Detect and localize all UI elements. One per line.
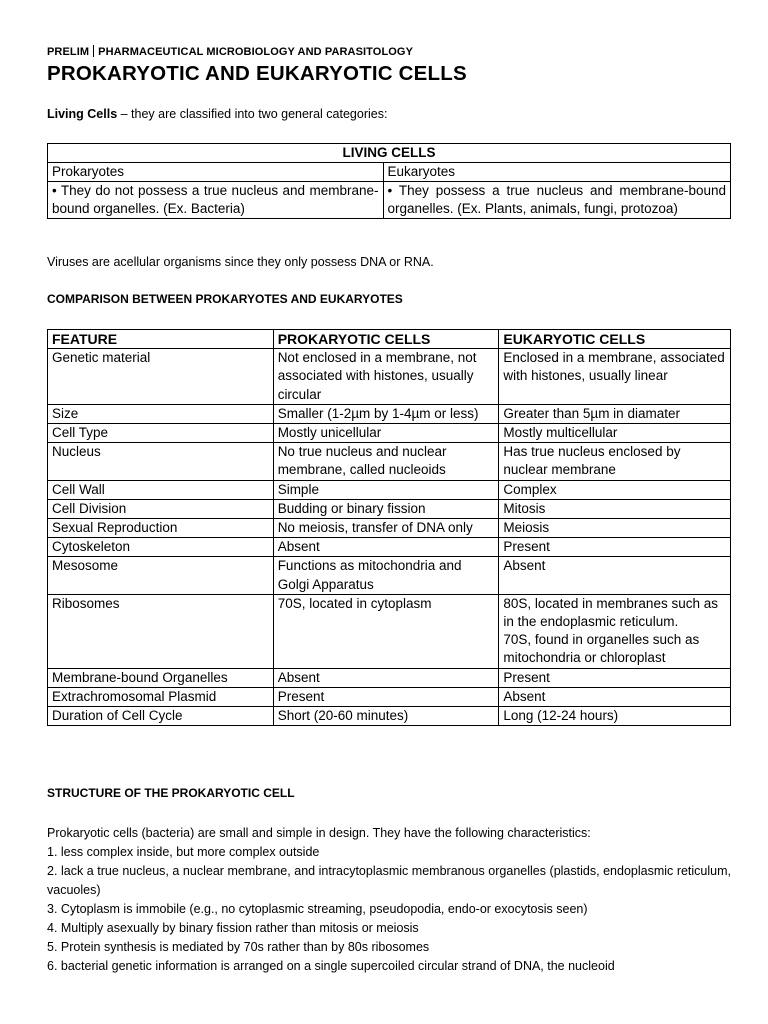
table-row — [48, 707, 731, 726]
prokaryotes-label: Prokaryotes — [48, 163, 384, 182]
table-row — [48, 349, 731, 405]
table-cell: Long (12-24 hours) — [499, 707, 731, 726]
table-row — [48, 443, 731, 480]
page-title: PROKARYOTIC AND EUKARYOTIC CELLS — [47, 62, 467, 85]
characteristics-list — [47, 843, 731, 976]
prokaryotic-structure-lead: Prokaryotic cells (bacteria) are small and simple in design. They have the following characteristics: — [47, 826, 591, 840]
table-cell: Present — [273, 687, 499, 706]
table-cell: Present — [499, 538, 731, 557]
course-name: PHARMACEUTICAL MICROBIOLOGY AND PARASITOLOGY — [98, 46, 414, 58]
table-cell: Mesosome — [48, 557, 274, 594]
table-cell: Smaller (1-2µm by 1-4µm or less) — [273, 404, 499, 423]
list-item: 1. less complex inside, but more complex outside — [47, 845, 320, 859]
living-cells-heading: LIVING CELLS — [48, 144, 731, 163]
table-row — [48, 519, 731, 538]
table-row — [48, 538, 731, 557]
living-cells-table — [47, 143, 731, 219]
column-header: FEATURE — [48, 330, 274, 349]
table-cell: 80S, located in membranes such as in the endoplasmic reticulum. 70S, found in organelles such as mitochondria or chloroplast — [499, 594, 731, 668]
table-cell: Genetic material — [48, 349, 274, 405]
table-cell: Cell Wall — [48, 480, 274, 499]
list-item: 2. lack a true nucleus, a nuclear membrane, and intracytoplasmic membranous organelles (plastids, endoplasmic reticulum, vacuoles) — [47, 864, 731, 897]
table-cell: Nucleus — [48, 443, 274, 480]
table-cell: Ribosomes — [48, 594, 274, 668]
table-cell: Duration of Cell Cycle — [48, 707, 274, 726]
table-cell: No true nucleus and nuclear membrane, called nucleoids — [273, 443, 499, 480]
table-row — [48, 424, 731, 443]
viruses-note: Viruses are acellular organisms since they only possess DNA or RNA. — [47, 255, 434, 269]
prokaryotic-structure-body — [47, 824, 731, 976]
eukaryotes-description: • They possess a true nucleus and membrane-bound organelles. (Ex. Plants, animals, fungi, protozoa) — [383, 182, 731, 219]
comparison-table — [47, 329, 731, 726]
table-cell: Cell Type — [48, 424, 274, 443]
table-cell: 70S, located in cytoplasm — [273, 594, 499, 668]
table-cell: Mitosis — [499, 499, 731, 518]
table-cell: Meiosis — [499, 519, 731, 538]
table-cell: Simple — [273, 480, 499, 499]
list-item: 5. Protein synthesis is mediated by 70s rather than by 80s ribosomes — [47, 940, 430, 954]
table-cell: Extrachromosomal Plasmid — [48, 687, 274, 706]
column-header: PROKARYOTIC CELLS — [273, 330, 499, 349]
table-row — [48, 594, 731, 668]
table-cell: Mostly multicellular — [499, 424, 731, 443]
course-header — [47, 45, 413, 58]
prokaryotic-structure-title: STRUCTURE OF THE PROKARYOTIC CELL — [47, 786, 295, 800]
table-cell: Absent — [499, 557, 731, 594]
table-row — [48, 480, 731, 499]
table-cell: Budding or binary fission — [273, 499, 499, 518]
list-item: 4. Multiply asexually by binary fission rather than mitosis or meiosis — [47, 921, 419, 935]
table-cell: Greater than 5µm in diamater — [499, 404, 731, 423]
comparison-header-row — [48, 330, 731, 349]
table-cell: Not enclosed in a membrane, not associated with histones, usually circular — [273, 349, 499, 405]
list-item: 6. bacterial genetic information is arranged on a single supercoiled circular strand of DNA, the nucleoid — [47, 959, 615, 973]
eukaryotes-label: Eukaryotes — [383, 163, 731, 182]
header-separator — [93, 45, 94, 57]
table-row — [48, 668, 731, 687]
table-cell: Enclosed in a membrane, associated with histones, usually linear — [499, 349, 731, 405]
intro-paragraph — [47, 107, 387, 121]
table-cell: Absent — [273, 668, 499, 687]
table-row — [48, 557, 731, 594]
table-row — [48, 404, 731, 423]
table-cell: Cytoskeleton — [48, 538, 274, 557]
table-cell: Membrane-bound Organelles — [48, 668, 274, 687]
table-cell: Has true nucleus enclosed by nuclear membrane — [499, 443, 731, 480]
list-item: 3. Cytoplasm is immobile (e.g., no cytoplasmic streaming, pseudopodia, endo-or exocytosis seen) — [47, 902, 588, 916]
course-prefix: PRELIM — [47, 46, 90, 58]
table-cell: Size — [48, 404, 274, 423]
table-cell: Absent — [499, 687, 731, 706]
table-cell: Mostly unicellular — [273, 424, 499, 443]
table-cell: Cell Division — [48, 499, 274, 518]
intro-text: – they are classified into two general categories: — [117, 107, 388, 121]
table-cell: Present — [499, 668, 731, 687]
table-row — [48, 499, 731, 518]
intro-bold-term: Living Cells — [47, 107, 118, 121]
table-cell: No meiosis, transfer of DNA only — [273, 519, 499, 538]
table-cell: Functions as mitochondria and Golgi Apparatus — [273, 557, 499, 594]
column-header: EUKARYOTIC CELLS — [499, 330, 731, 349]
table-row — [48, 687, 731, 706]
prokaryotes-description: • They do not possess a true nucleus and membrane-bound organelles. (Ex. Bacteria) — [48, 182, 384, 219]
table-cell: Short (20-60 minutes) — [273, 707, 499, 726]
table-cell: Sexual Reproduction — [48, 519, 274, 538]
comparison-section-title: COMPARISON BETWEEN PROKARYOTES AND EUKARYOTES — [47, 292, 403, 306]
table-cell: Complex — [499, 480, 731, 499]
table-cell: Absent — [273, 538, 499, 557]
